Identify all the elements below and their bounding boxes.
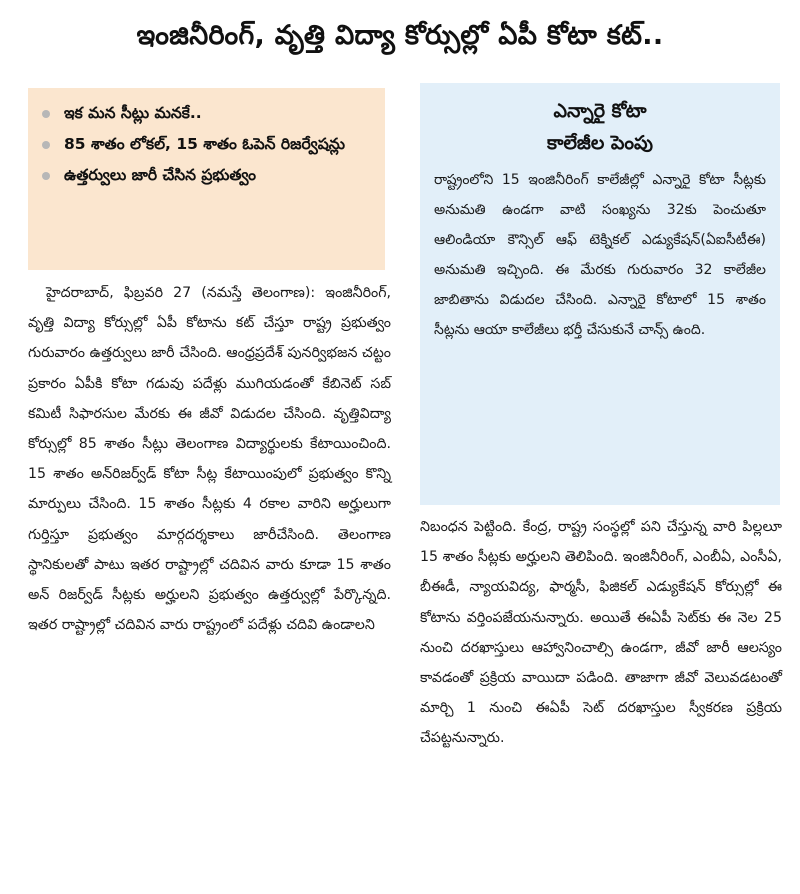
highlight-item bbox=[42, 129, 371, 160]
nri-quota-sidebox bbox=[420, 83, 780, 505]
bullet-icon bbox=[42, 172, 50, 180]
highlight-text: 85 శాతం లోకల్, 15 శాతం ఓపెన్ రిజర్వేషన్లు bbox=[64, 135, 346, 153]
bullet-icon bbox=[42, 110, 50, 118]
highlights-box bbox=[28, 88, 385, 270]
sidebox-title-line2: కాలేజీల పెంపు bbox=[546, 132, 654, 154]
highlight-text: ఇక మన సీట్లు మనకే.. bbox=[64, 104, 202, 122]
article-paragraph: నిబంధన పెట్టింది. కేంద్ర, రాష్ట్ర సంస్థల్లో పని చేస్తున్న వారి పిల్లలూ 15 శాతం సీట్లకు అర్హులని తెలిపింది. ఇంజినీరింగ్, ఎంబీఏ, ఎంసీఏ, బీఈడీ, న్యాయవిద్య, ఫార్మసీ, ఫిజికల్ ఎడ్యుకేషన్ కోర్సుల్లో ఈ కోటాను వర్తింపజేయనున్నారు. అయితే ఈఏపీ సెట్‌కు ఈ నెల 25 నుంచి దరఖాస్తులు ఆహ్వానించాల్సి ఉండగా, జీవో జారీ ఆలస్యం కావడంతో ప్రక్రియ వాయిదా పడింది. తాజాగా జీవో వెలువడటంతో మార్చి 1 నుంచి ఈఏపీ సెట్ దరఖాస్తుల స్వీకరణ ప్రక్రియ చేపట్టనున్నారు. bbox=[420, 519, 782, 747]
highlight-item bbox=[42, 98, 371, 129]
highlight-text: ఉత్తర్వులు జారీ చేసిన ప్రభుత్వం bbox=[64, 166, 257, 184]
sidebox-body: రాష్ట్రంలోని 15 ఇంజినీరింగ్ కాలేజీల్లో ఎన్నారై కోటా సీట్లకు అనుమతి ఉండగా వాటి సంఖ్యను 32కు పెంచుతూ ఆలిండియా కౌన్సిల్ ఆఫ్ టెక్నికల్ ఎడ్యుకేషన్(ఏఐసీటీఈ) అనుమతి ఇచ్చింది. ఈ మేరకు గురువారం 32 కాలేజీల జాబితాను విడుదల చేసింది. ఎన్నారై కోటాలో 15 శాతం సీట్లను ఆయా కాలేజీలు భర్తీ చేసుకునే చాన్స్ ఉంది. bbox=[434, 172, 766, 338]
article-paragraph: హైదరాబాద్, ఫిబ్రవరి 27 (నమస్తే తెలంగాణ): ఇంజినీరింగ్, వృత్తి విద్యా కోర్సుల్లో ఏపీ కోటాను కట్ చేస్తూ రాష్ట్ర ప్రభుత్వం గురువారం ఉత్తర్వులు జారీ చేసింది. ఆంధ్రప్రదేశ్ పునర్విభజన చట్టం ప్రకారం ఏపీకి కోటా గడువు పదేళ్లు ముగియడంతో కేబినెట్ సబ్ కమిటీ సిఫారసుల మేరకు ఈ జీవో విడుదల చేసింది. వృత్తివిద్యా కోర్సుల్లో 85 శాతం సీట్లు తెలంగాణ విద్యార్థులకు కేటాయించింది. 15 శాతం అన్‌రిజర్వ్‌డ్ కోటా సీట్ల కేటాయింపులో ప్రభుత్వం కొన్ని మార్పులు చేసింది. 15 శాతం సీట్లకు 4 రకాల వారిని అర్హులుగా గుర్తిస్తూ ప్రభుత్వం మార్గదర్శకాలు జారీచేసింది. తెలంగాణ స్థానికులతో పాటు ఇతర రాష్ట్రాల్లో చదివిన వారు కూడా 15 శాతం అన్ రిజర్వ్‌డ్ సీట్లకు అర్హులని ప్రభుత్వం ఉత్తర్వుల్లో పేర్కొన్నది. ఇతర రాష్ట్రాల్లో చదివిన వారు రాష్ట్రంలో పదేళ్లు చదివి ఉండాలని bbox=[28, 285, 391, 634]
sidebox-title-line1: ఎన్నారై కోటా bbox=[553, 100, 647, 122]
article-left-column bbox=[28, 278, 391, 640]
highlight-item bbox=[42, 160, 371, 191]
bullet-icon bbox=[42, 141, 50, 149]
article-right-column bbox=[420, 512, 782, 754]
headline: ఇంజినీరింగ్, వృత్తి విద్యా కోర్సుల్లో ఏపీ కోటా కట్.. bbox=[136, 20, 664, 51]
